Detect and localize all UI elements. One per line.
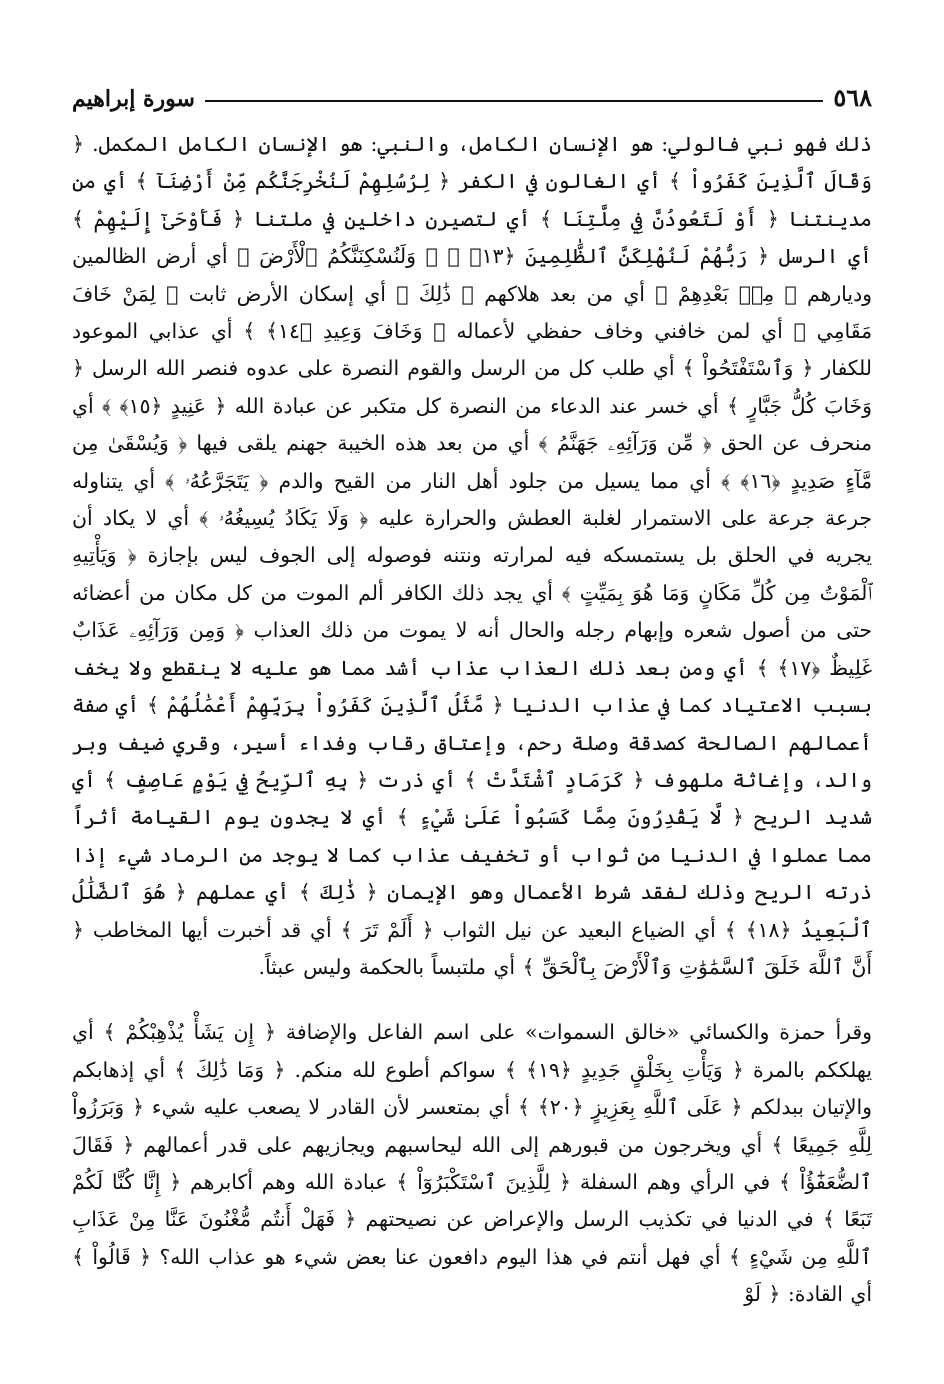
- paragraph-2: وقرأ حمزة والكسائي «خالق السموات» على اسم الفاعل والإضافة ﴿ إِن يَشَأْ يُذْهِبْكُمْ ﴾ أي يهلككم بالمرة ﴿ وَيَأْتِ بِخَلْقٍ جَدِيدٍ ﴿١٩﴾ ﴾ سواكم أطوع لله منكم. ﴿ وَمَا ذَٰلِكَ ﴾ أي إذهابكم والإتيان ببدلكم ﴿ عَلَى ٱللَّهِ بِعَزِيزٍ ﴿٢٠﴾ ﴾ أي بمتعسر لأن القادر لا يصعب عليه شيء ﴿ وَبَرَزُواْ لِلَّهِ جَمِيعًا ﴾ أي ويخرجون من قبورهم إلى الله ليحاسبهم ويجازيهم على قدر أعمالهم ﴿ فَقَالَ ٱلضُّعَفَٰٓؤُاْ ﴾ في الرأي وهم السفلة ﴿ لِلَّذِينَ ٱسْتَكْبَرُوٓاْ ﴾ عبادة الله وهم أكابرهم ﴿ إِنَّا كُنَّا لَكُمْ تَبَعًا ﴾ في الدنيا في تكذيب الرسل والإعراض عن نصيحتهم ﴿ فَهَلْ أَنتُم مُّغْنُونَ عَنَّا مِنْ عَذَابِ ٱللَّهِ مِن شَيْءٍ ﴾ أي فهل أنتم في هذا اليوم دافعون عنا بعض شيء هو عذاب الله؟ ﴿ قَالُواْ ﴾ أي القادة: ﴿ لَوْ: [72, 1020, 872, 1307]
- paragraph-1: ذلك فهو نبي فالولي: هو الإنسان الكامل، والنبي: هو الإنسان الكامل المكمل. ﴿ وَقَالَ ٱلَّذِينَ كَفَرُواْ ﴾ أي الغالون في الكفر ﴿ لِرُسُلِهِمْ لَنُخْرِجَنَّكُم مِّنْ أَرْضِنَآ ﴾ أي من مدينتنا ﴿ أَوْ لَتَعُودُنَّ فِي مِلَّتِنَا ﴾ أي لتصيرن داخلين في ملتنا ﴿ فَأَوْحَىٰٓ إِلَيْهِمْ ﴾ أي الرسل ﴿ رَبُّهُمْ لَنُهْلِكَنَّ ٱلظَّٰلِمِينَ ﴿١٣﴾ ﴾ ﴿ وَلَنُسْكِنَنَّكُمُ ٱلْأَرْضَ ﴾ أي أرض الظالمين وديارهم ﴿ مِنۢ بَعْدِهِمْ ﴾ أي من بعد هلاكهم ﴿ ذَٰلِكَ ﴾ أي إسكان الأرض ثابت ﴿ لِمَنْ خَافَ مَقَامِي ﴾ أي لمن خافني وخاف حفظي لأعماله ﴿ وَخَافَ وَعِيدِ ﴿١٤﴾ ﴾ أي عذابي الموعود للكفار ﴿ وَٱسْتَفْتَحُواْ ﴾ أي طلب كل من الرسل والقوم النصرة على عدوه فنصر الله الرسل ﴿ وَخَابَ كُلُّ جَبَّارٍ ﴾ أي خسر عند الدعاء من النصرة كل متكبر عن عبادة الله ﴿ عَنِيدٍ ﴿١٥﴾ ﴾ أي منحرف عن الحق ﴿ مِّن وَرَآئِهِۦ جَهَنَّمُ ﴾ أي من بعد هذه الخيبة جهنم يلقى فيها ﴿ وَيُسْقَىٰ مِن مَّآءٍ صَدِيدٍ ﴿١٦﴾ ﴾ أي مما يسيل من جلود أهل النار من القيح والدم ﴿ يَتَجَرَّعُهُۥ ﴾ أي يتناوله جرعة جرعة على الاستمرار لغلبة العطش والحرارة عليه ﴿ وَلَا يَكَادُ يُسِيغُهُۥ ﴾ أي لا يكاد أن يجريه في الحلق بل يستمسكه فيه لمرارته ونتنه فوصوله إلى الجوف ليس بإجازة ﴿ وَيَأْتِيهِ ٱلْمَوْتُ مِن كُلِّ مَكَانٍ وَمَا هُوَ بِمَيِّتٍ ﴾ أي يجد ذلك الكافر ألم الموت من كل مكان من أعضائه حتى من أصول شعره وإبهام رجله والحال أنه لا يموت من ذلك العذاب ﴿ وَمِن وَرَآئِهِۦ عَذَابٌ غَلِيظٌ ﴿١٧﴾ ﴾ أي ومن بعد ذلك العذاب عذاب أشد مما هو عليه لا ينقطع ولا يخف بسبب الاعتياد كما في عذاب الدنيا ﴿ مَّثَلُ ٱلَّذِينَ كَفَرُواْ بِرَبِّهِمْ أَعْمَٰلُهُمْ ﴾ أي صفة أعمالهم الصالحة كصدقة وصلة رحم، وإعتاق رقاب وفداء أسير، وقري ضيف وبر والد، وإغاثة ملهوف ﴿ كَرَمَادٍ ٱشْتَدَّتْ ﴾ أي ذرت ﴿ بِهِ ٱلرِّيحُ فِي يَوْمٍ عَاصِفٍ ﴾ أي شديد الريح ﴿ لَّا يَقْدِرُونَ مِمَّا كَسَبُواْ عَلَىٰ شَيْءٍ ﴾ أي لا يجدون يوم القيامة أثراً مما عملوا في الدنيا من ثواب أو تخفيف عذاب كما لا يوجد من الرماد شيء إذا ذرته الريح وذلك لفقد شرط الأعمال وهو الإيمان ﴿ ذَٰلِكَ ﴾ أي عملهم ﴿ هُوَ ٱلضَّلَٰلُ ٱلْبَعِيدُ ﴿١٨﴾ ﴾ أي الضياع البعيد عن نيل الثواب ﴿ أَلَمْ تَرَ ﴾ أي قد أخبرت أيها المخاطب ﴿ أَنَّ ٱللَّهَ خَلَقَ ٱلسَّمَٰوَٰتِ وَٱلْأَرْضَ بِٱلْحَقِّ ﴾ أي ملتبساً بالحكمة وليس عبثاً.: [72, 132, 873, 979]
- surah-title: سورة إبراهيم: [72, 86, 195, 112]
- page-header: [72, 78, 872, 112]
- header-rule: [205, 100, 823, 102]
- page-number: ٥٦٨: [833, 83, 872, 112]
